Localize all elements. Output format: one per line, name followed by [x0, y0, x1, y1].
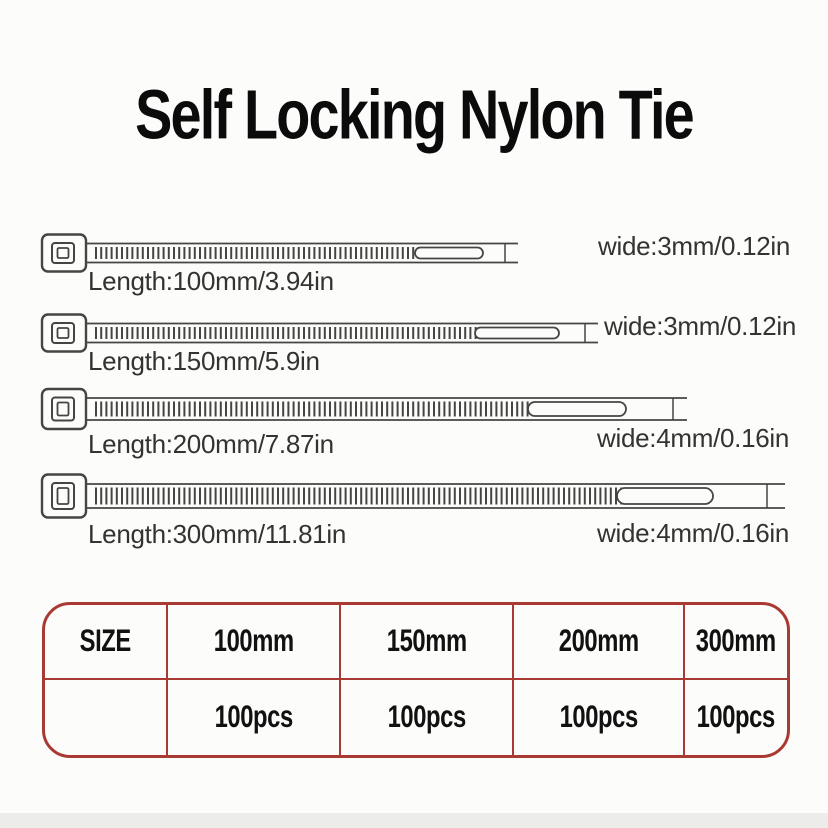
size-quantity-table — [42, 602, 790, 758]
table-header-150mm — [341, 605, 514, 680]
length-label-300mm: Length:300mm/11.81in — [88, 519, 347, 549]
table-header-size — [45, 605, 168, 680]
bottom-gray-band — [0, 813, 828, 828]
quantity-value: 100pcs — [696, 699, 776, 735]
length-label-200mm: Length:200mm/7.87in — [88, 429, 334, 459]
size-header-label: SIZE — [79, 623, 132, 659]
quantity-value: 100pcs — [559, 699, 638, 735]
width-label-100mm: wide:3mm/0.12in — [598, 231, 791, 261]
cable-tie-illustration-300mm — [40, 469, 788, 523]
table-header-100mm — [168, 605, 341, 680]
size-value: 150mm — [386, 623, 467, 659]
table-header-200mm — [514, 605, 685, 680]
table-cell-qty-300mm — [685, 680, 787, 755]
page-title: Self Locking Nylon Tie — [135, 77, 693, 155]
size-value: 200mm — [558, 623, 639, 659]
width-label-150mm: wide:3mm/0.12in — [604, 311, 797, 341]
size-value: 100mm — [213, 623, 294, 659]
quantity-value: 100pcs — [214, 699, 293, 735]
size-value: 300mm — [696, 623, 776, 659]
table-header-300mm — [685, 605, 787, 680]
length-label-100mm: Length:100mm/3.94in — [88, 266, 334, 296]
table-cell-qty-100mm — [168, 680, 341, 755]
width-label-300mm: wide:4mm/0.16in — [597, 518, 790, 548]
quantity-value: 100pcs — [387, 699, 466, 735]
table-cell-qty-200mm — [514, 680, 685, 755]
length-label-150mm: Length:150mm/5.9in — [88, 346, 320, 376]
width-label-200mm: wide:4mm/0.16in — [597, 423, 790, 453]
table-cell-empty — [45, 680, 168, 755]
table-cell-qty-150mm — [341, 680, 514, 755]
